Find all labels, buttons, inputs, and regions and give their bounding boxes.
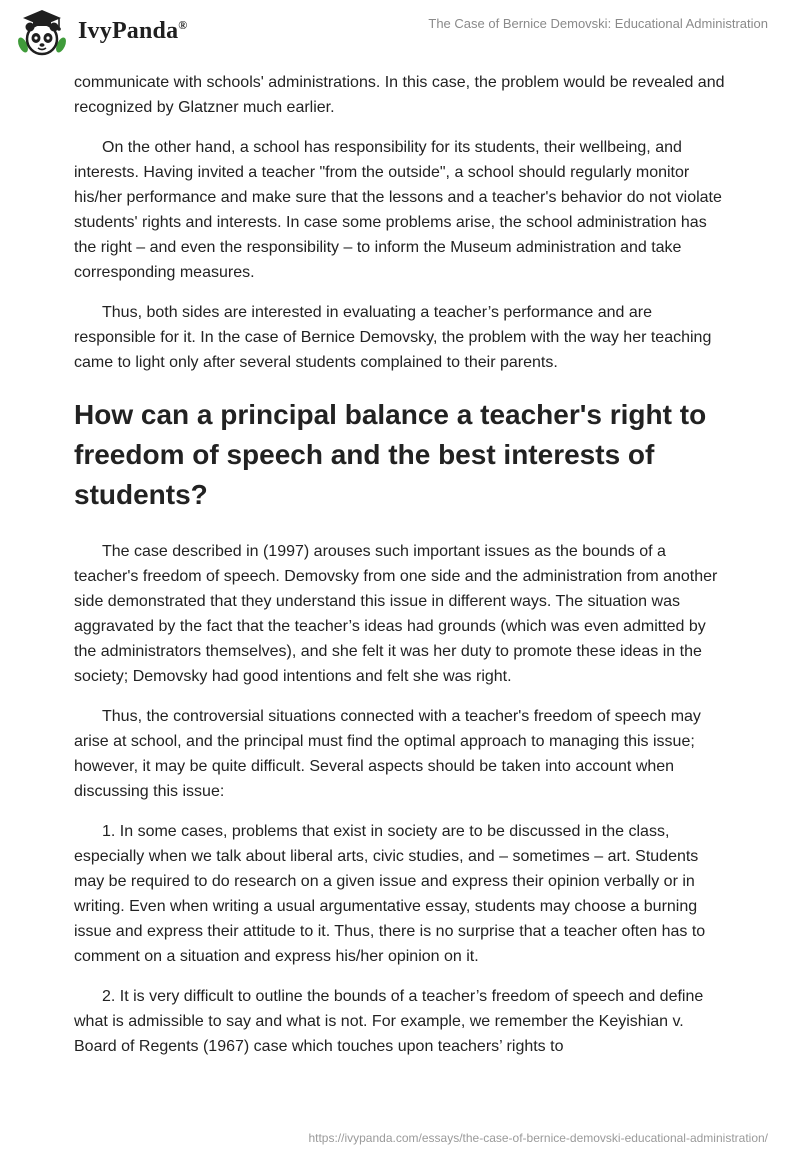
panda-graduate-icon — [14, 7, 70, 61]
article-body — [74, 70, 730, 1074]
paragraph: Thus, the controversial situations connected with a teacher's freedom of speech may arise at school, and the principal must find the optimal approach to managing this issue; however, it may be quite difficult. Several aspects should be taken into account when discussing this issue: — [74, 708, 701, 800]
brand-name[interactable]: IvyPanda® — [78, 18, 188, 44]
source-url[interactable]: https://ivypanda.com/essays/the-case-of-bernice-demovski-educational-administration/ — [308, 1131, 768, 1145]
paragraph: Thus, both sides are interested in evaluating a teacher’s performance and are responsible for it. In the case of Bernice Demovsky, the problem with the way her teaching came to light only after several students complained to their parents. — [74, 304, 712, 371]
section-heading: How can a principal balance a teacher's right to freedom of speech and the best interests of students? — [74, 399, 707, 510]
page-header — [0, 0, 800, 70]
document-title: The Case of Bernice Demovski: Educational Administration — [428, 16, 768, 31]
list-item-paragraph: 1. In some cases, problems that exist in society are to be discussed in the class, especially when we talk about liberal arts, civic studies, and – sometimes – art. Students may be required to do research on a given issue and express their opinion verbally or in writing. Even when writing a usual argumentative essay, students may choose a burning issue and express their attitude to it. Thus, there is no surprise that a teacher often has to comment on a situation and express his/her opinion on it. — [74, 823, 706, 965]
ivypanda-logo[interactable] — [14, 7, 244, 61]
paragraph: On the other hand, a school has responsibility for its students, their wellbeing, and interests. Having invited a teacher "from the outside", a school should regularly monitor his/her performance and make sure that the lessons and a teacher's behavior do not violate students' rights and interests. In case some problems arise, the school administration has the right – and even the responsibility – to inform the Museum administration and take corresponding measures. — [74, 139, 722, 281]
paragraph: communicate with schools' administrations. In this case, the problem would be revealed and recognized by Glatzner much earlier. — [74, 74, 725, 116]
paragraph: The case described in (1997) arouses such important issues as the bounds of a teacher's freedom of speech. Demovsky from one side and the administration from another side demonstrated that they understand this issue in different ways. The situation was aggravated by the fact that the teacher’s ideas had grounds (which was even admitted by the administrators themselves), and she felt it was her duty to promote these ideas in the society; Demovsky had good intentions and felt she was right. — [74, 543, 718, 685]
list-item-paragraph: 2. It is very difficult to outline the bounds of a teacher’s freedom of speech and define what is admissible to say and what is not. For example, we remember the Keyishian v. Board of Regents (1967) case which touches upon teachers’ rights to — [74, 988, 704, 1055]
